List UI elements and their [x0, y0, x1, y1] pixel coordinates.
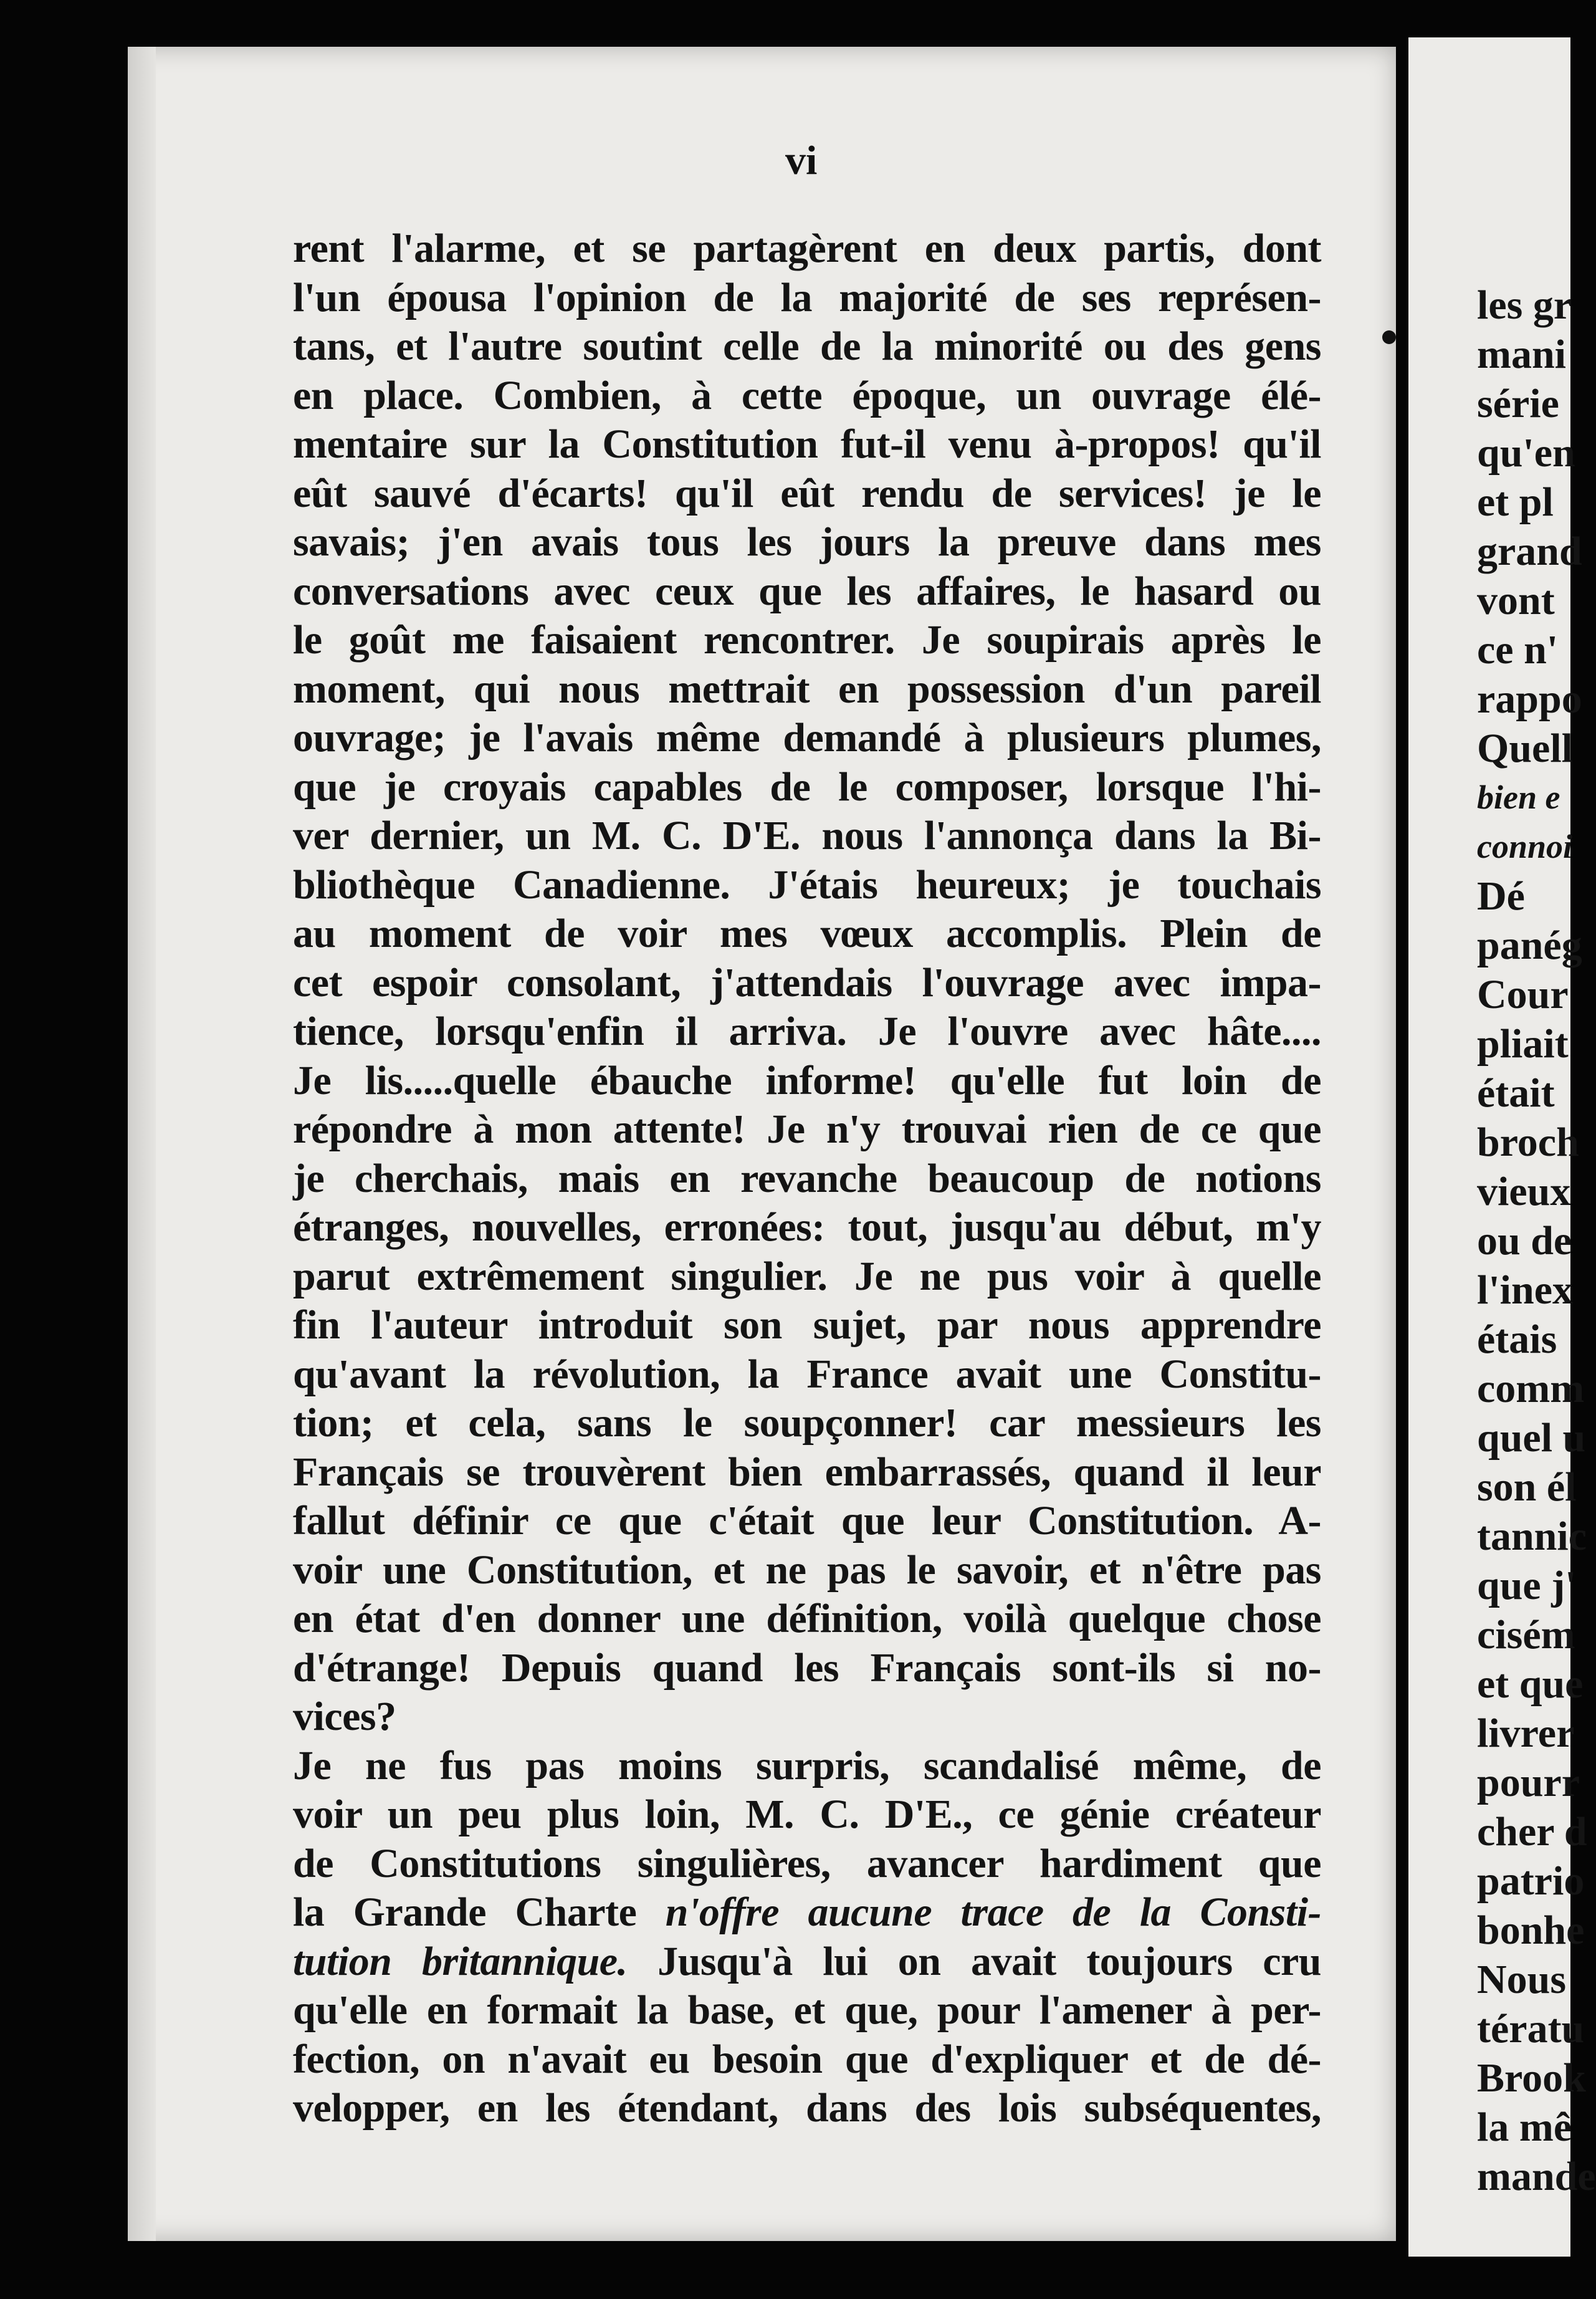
facing-text-line: Dé — [1477, 873, 1525, 919]
facing-text-line: était — [1477, 1070, 1555, 1116]
text-line-content: ver dernier, un M. C. D'E. nous l'annonça dans la Bi- — [293, 813, 1321, 858]
facing-text-line: quel u — [1477, 1415, 1586, 1461]
text-line-content: qu'elle en formait la base, et que, pour l'amener à per- — [293, 1987, 1321, 2033]
text-line — [293, 1252, 1321, 1302]
text-line-content: rent l'alarme, et se partagèrent en deux partis, dont — [293, 226, 1321, 271]
facing-text-line: qu'en — [1477, 430, 1575, 476]
facing-text-line: les gr — [1477, 282, 1572, 328]
text-line-content: Je lis.....quelle ébauche informe! qu'elle fut loin de — [293, 1057, 1321, 1103]
text-line-content: de Constitutions singulières, avancer hardiment que — [293, 1840, 1321, 1886]
text-line — [293, 224, 1321, 274]
text-line-content: voir une Constitution, et ne pas le savoir, et n'être pas — [293, 1547, 1321, 1593]
text-line — [293, 1497, 1321, 1546]
facing-text-line: grand — [1477, 529, 1582, 574]
text-line — [293, 567, 1321, 617]
text-line-content: fection, on n'avait eu besoin que d'expliquer et de dé- — [293, 2036, 1321, 2082]
text-line — [293, 1986, 1321, 2035]
facing-text-line: Cour — [1477, 972, 1569, 1017]
facing-text-line: comm — [1477, 1366, 1585, 1411]
text-line — [293, 1595, 1321, 1644]
facing-text-line: pliait — [1477, 1021, 1569, 1067]
facing-text-line: connoi — [1477, 828, 1573, 865]
text-line-content: en place. Combien, à cette époque, un ouvrage élé- — [293, 372, 1321, 418]
text-line-italic: tution britannique. — [293, 1938, 628, 1984]
facing-text-line: étais — [1477, 1317, 1557, 1362]
text-line-content: répondre à mon attente! Je n'y trouvai rien de ce que — [293, 1106, 1321, 1152]
text-line-italic: n'offre aucune trace de la Consti- — [665, 1889, 1322, 1935]
facing-text-line: livrer — [1477, 1711, 1575, 1756]
text-line — [293, 1301, 1321, 1350]
text-line-content: qu'avant la révolution, la France avait une Constitu- — [293, 1351, 1321, 1397]
page-binding-edge — [128, 47, 156, 2241]
text-line — [293, 1644, 1321, 1693]
facing-text-line: ou de — [1477, 1218, 1572, 1264]
text-line — [293, 1154, 1321, 1204]
text-line — [293, 518, 1321, 567]
text-line-content: l'un épousa l'opinion de la majorité de ses représen- — [293, 274, 1321, 320]
text-line-content: le goût me faisaient rencontrer. Je soupirais après le — [293, 617, 1321, 663]
text-line — [293, 959, 1321, 1008]
text-line-content: fallut définir ce que c'était que leur Constitution. A- — [293, 1498, 1321, 1543]
facing-text-line: l'inex — [1477, 1267, 1574, 1313]
facing-text-line: tératu — [1477, 2006, 1585, 2052]
facing-text-line: mani — [1477, 332, 1567, 377]
text-line — [293, 665, 1321, 714]
text-line — [293, 1790, 1321, 1840]
text-line-content: ouvrage; je l'avais même demandé à plusieurs plumes, — [293, 715, 1321, 761]
text-line — [293, 322, 1321, 372]
text-line — [293, 2084, 1321, 2133]
facing-text-line: cher d — [1477, 1809, 1587, 1855]
text-line — [293, 1546, 1321, 1595]
facing-text-line: tannic — [1477, 1514, 1587, 1559]
facing-text-line: et pl — [1477, 479, 1554, 525]
ink-mark — [1382, 330, 1396, 344]
text-line-content: fin l'auteur introduit son sujet, par nous apprendre — [293, 1302, 1321, 1348]
facing-text-line: série — [1477, 381, 1559, 426]
text-line-content: que je croyais capables de le composer, lorsque l'hi- — [293, 764, 1321, 810]
text-line-content: étranges, nouvelles, erronées: tout, jusqu'au début, m'y — [293, 1204, 1321, 1250]
facing-text-line: Nous — [1477, 1957, 1567, 2002]
text-line-content: bliothèque Canadienne. J'étais heureux; je touchais — [293, 862, 1321, 908]
text-line-content: mentaire sur la Constitution fut-il venu à-propos! qu'il — [293, 421, 1321, 467]
text-line — [293, 1888, 1321, 1937]
text-line — [293, 1937, 1321, 1987]
facing-text-line: patrio — [1477, 1858, 1585, 1904]
facing-text-line: Quell — [1477, 726, 1574, 771]
text-line-content: en état d'en donner une définition, voilà quelque chose — [293, 1596, 1321, 1641]
body-text — [293, 224, 1321, 2133]
text-line-content: tans, et l'autre soutint celle de la minorité ou des gens — [293, 324, 1321, 369]
text-line — [293, 2035, 1321, 2085]
text-line — [293, 812, 1321, 861]
text-line-content: voir un peu plus loin, M. C. D'E., ce génie créateur — [293, 1792, 1321, 1837]
facing-text-line: panég — [1477, 923, 1582, 968]
text-line — [293, 420, 1321, 469]
text-line-content: tion; et cela, sans le soupçonner! car messieurs les — [293, 1400, 1321, 1446]
text-line — [293, 1840, 1321, 1889]
text-line — [293, 1350, 1321, 1399]
text-line-content: conversations avec ceux que les affaires, le hasard ou — [293, 568, 1321, 614]
facing-text-line: mande — [1477, 2154, 1596, 2199]
text-line — [293, 714, 1321, 763]
text-line-content: cet espoir consolant, j'attendais l'ouvrage avec impa- — [293, 959, 1321, 1006]
text-line-content: vices? — [293, 1694, 396, 1739]
text-line-content: savais; j'en avais tous les jours la preuve dans mes — [293, 519, 1321, 565]
text-line — [293, 763, 1321, 812]
text-line — [293, 1057, 1321, 1106]
facing-text-line: pourr — [1477, 1760, 1580, 1805]
text-line-content: Je ne fus pas moins surpris, scandalisé même, de — [293, 1742, 1321, 1788]
text-line — [293, 861, 1321, 910]
text-line-roman: la Grande Charte — [293, 1889, 666, 1935]
facing-text-line: cisém — [1477, 1612, 1575, 1658]
text-line-content: d'étrange! Depuis quand les Français sont-ils si no- — [293, 1644, 1321, 1691]
facing-page-text — [1477, 281, 1596, 2201]
facing-text-line: bonhe — [1477, 1908, 1585, 1953]
page-number: vi — [785, 138, 818, 183]
text-line — [293, 1692, 1321, 1742]
facing-text-line: ce n' — [1477, 627, 1559, 673]
text-line-roman: Jusqu'à lui on avait toujours cru — [627, 1938, 1322, 1984]
facing-text-line: et que — [1477, 1661, 1584, 1707]
text-line — [293, 1203, 1321, 1252]
text-line — [293, 274, 1321, 323]
facing-text-line: broch — [1477, 1120, 1579, 1165]
text-line-content: je cherchais, mais en revanche beaucoup de notions — [293, 1155, 1321, 1201]
text-line-content: moment, qui nous mettrait en possession d'un pareil — [293, 666, 1321, 712]
text-line — [293, 469, 1321, 519]
text-line-content: Français se trouvèrent bien embarrassés, quand il leur — [293, 1449, 1321, 1495]
facing-text-line: vieux — [1477, 1169, 1571, 1214]
text-line — [293, 1007, 1321, 1057]
facing-text-line: vont — [1477, 578, 1555, 623]
text-line — [293, 1399, 1321, 1448]
facing-text-line: la mê — [1477, 2105, 1572, 2150]
text-line — [293, 616, 1321, 665]
facing-text-line: bien e — [1477, 779, 1560, 816]
text-line — [293, 1105, 1321, 1154]
facing-text-line: son él — [1477, 1464, 1577, 1510]
text-line — [293, 910, 1321, 959]
text-line — [293, 1448, 1321, 1497]
text-line-content: velopper, en les étendant, dans des lois subséquentes, — [293, 2085, 1321, 2131]
facing-text-line: Brook — [1477, 2055, 1586, 2101]
text-line — [293, 372, 1321, 421]
text-line — [293, 1742, 1321, 1791]
text-line-content: parut extrêmement singulier. Je ne pus voir à quelle — [293, 1253, 1321, 1299]
text-line-content: eût sauvé d'écarts! qu'il eût rendu de services! je le — [293, 470, 1321, 516]
facing-text-line: que j' — [1477, 1563, 1577, 1608]
facing-text-line: rappo — [1477, 676, 1582, 722]
text-line-content: tience, lorsqu'enfin il arriva. Je l'ouvre avec hâte.... — [293, 1009, 1321, 1054]
text-line-content: au moment de voir mes vœux accomplis. Plein de — [293, 911, 1321, 956]
